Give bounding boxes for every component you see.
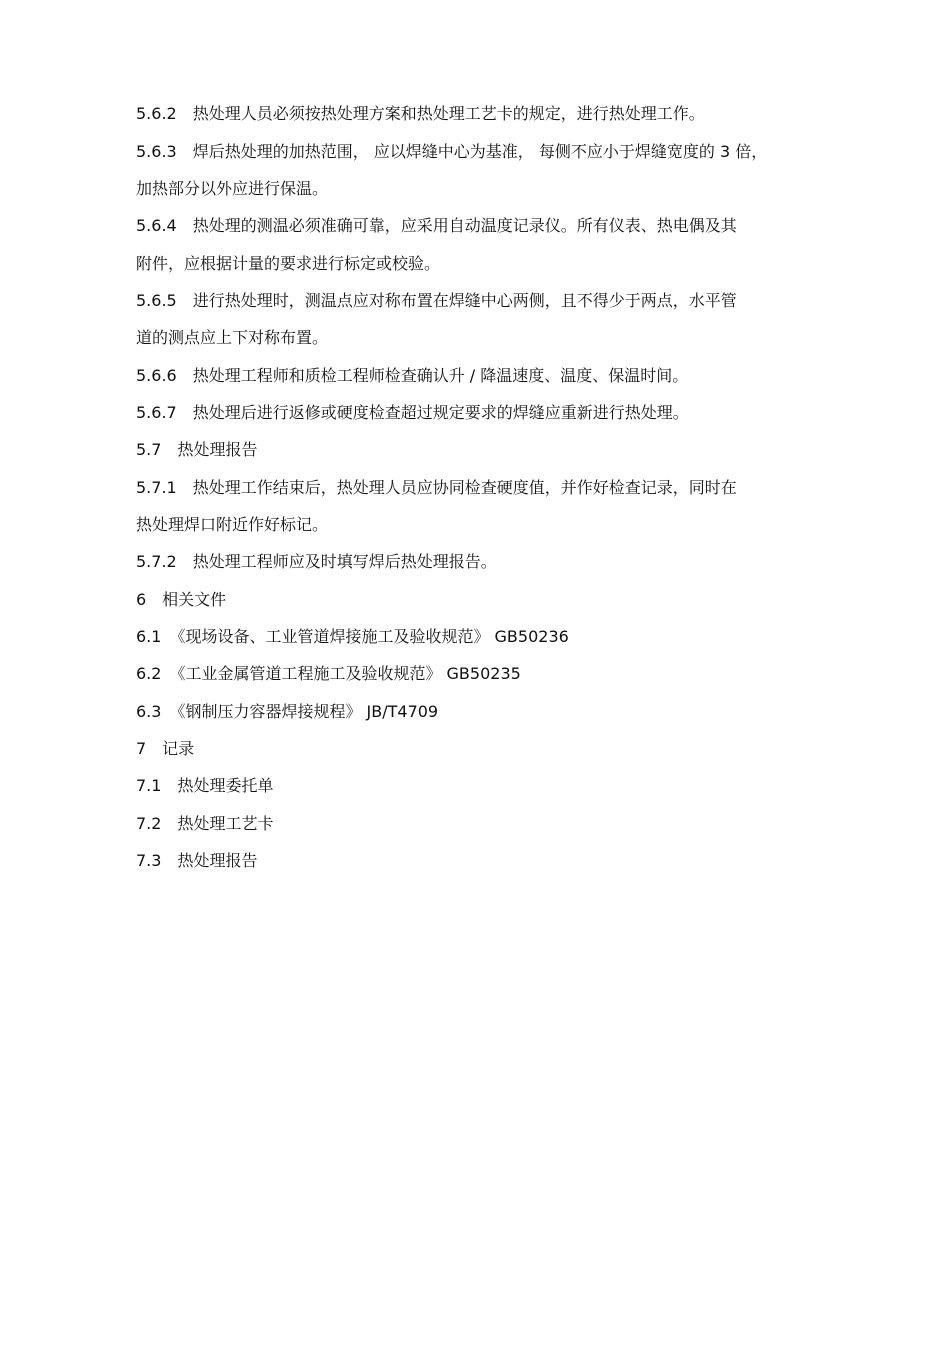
section-6-heading: 6 相关文件 — [136, 590, 227, 609]
clause-5-7-1: 5.7.1 热处理工作结束后，热处理人员应协同检查硬度值，并作好检查记录，同时在 — [136, 478, 737, 497]
clause-5-6-2: 5.6.2 热处理人员必须按热处理方案和热处理工艺卡的规定，进行热处理工作。 — [136, 104, 705, 123]
clause-5-7-2: 5.7.2 热处理工程师应及时填写焊后热处理报告。 — [136, 552, 497, 571]
clause-5-6-6: 5.6.6 热处理工程师和质检工程师检查确认升 / 降温速度、温度、保温时间。 — [136, 366, 689, 385]
clause-5-6-3-cont: 加热部分以外应进行保温。 — [136, 179, 329, 198]
reference-6-1: 6.1 《现场设备、工业管道焊接施工及验收规范》 GB50236 — [136, 627, 569, 646]
reference-6-2: 6.2 《工业金属管道工程施工及验收规范》 GB50235 — [136, 664, 521, 683]
reference-6-3: 6.3 《钢制压力容器焊接规程》 JB/T4709 — [136, 702, 439, 721]
clause-5-6-4: 5.6.4 热处理的测温必须准确可靠，应采用自动温度记录仪。所有仪表、热电偶及其 — [136, 216, 737, 235]
record-7-3: 7.3 热处理报告 — [136, 851, 258, 870]
clause-5-6-5: 5.6.5 进行热处理时，测温点应对称布置在焊缝中心两侧，且不得少于两点，水平管 — [136, 291, 737, 310]
record-7-2: 7.2 热处理工艺卡 — [136, 814, 274, 833]
section-5-7-heading: 5.7 热处理报告 — [136, 440, 258, 459]
clause-5-6-3: 5.6.3 焊后热处理的加热范围， 应以焊缝中心为基准， 每侧不应小于焊缝宽度的 3 倍， — [136, 142, 768, 161]
clause-5-6-5-cont: 道的测点应上下对称布置。 — [136, 328, 329, 347]
section-7-heading: 7 记录 — [136, 739, 195, 758]
clause-5-6-7: 5.6.7 热处理后进行返修或硬度检查超过规定要求的焊缝应重新进行热处理。 — [136, 403, 689, 422]
record-7-1: 7.1 热处理委托单 — [136, 776, 274, 795]
clause-5-7-1-cont: 热处理焊口附近作好标记。 — [136, 515, 329, 534]
clause-5-6-4-cont: 附件，应根据计量的要求进行标定或校验。 — [136, 254, 441, 273]
